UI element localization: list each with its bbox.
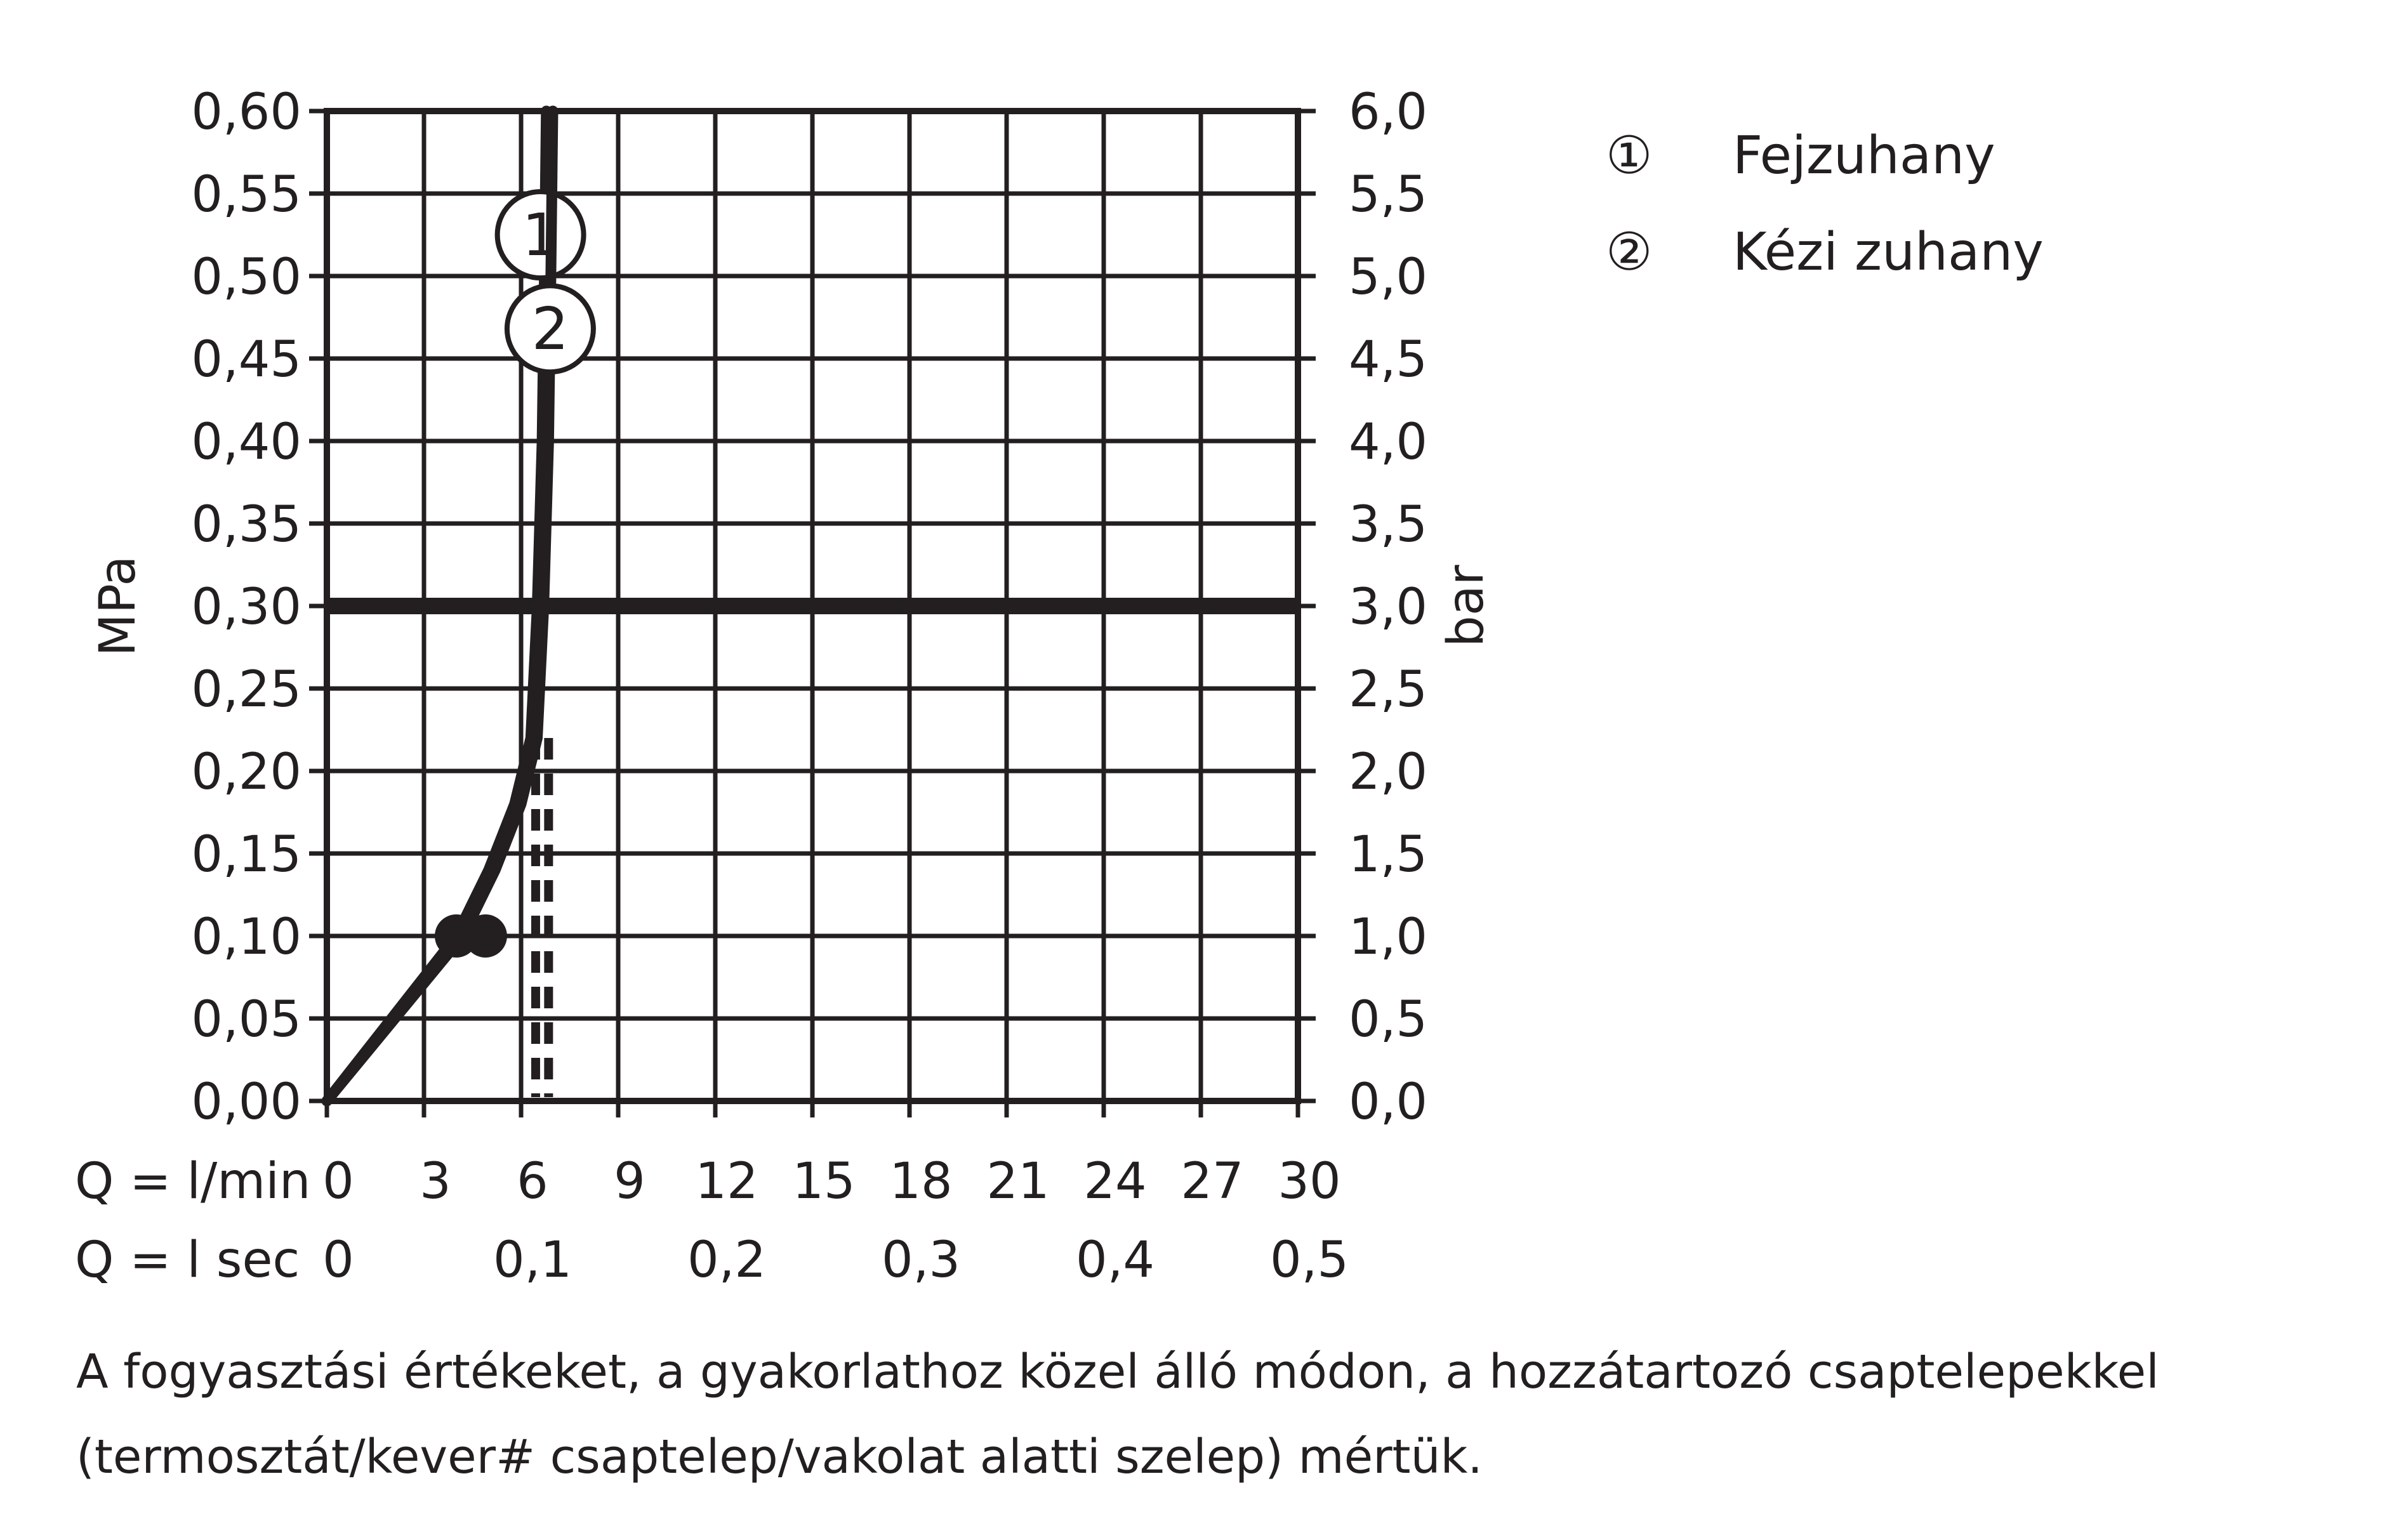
y-tick-label-left-4: 0,20 xyxy=(191,744,301,801)
y-axis-label-right: bar xyxy=(1438,565,1495,647)
y-tick-label-right-10: 5,0 xyxy=(1349,249,1428,306)
legend xyxy=(1606,108,2044,301)
y-tick-label-right-6: 3,0 xyxy=(1349,579,1428,636)
x-tick-label-7: 21 xyxy=(986,1153,1050,1210)
x-tick-label-5: 15 xyxy=(792,1153,856,1210)
x-tick-label-9: 27 xyxy=(1181,1153,1244,1210)
note-line-1: A fogyasztási értékeket, a gyakorlathoz közel álló módon, a hozzátartozó csaptelepekkel xyxy=(76,1345,2159,1399)
y-tick-label-right-9: 4,5 xyxy=(1349,331,1428,388)
x-tick-label-8: 24 xyxy=(1083,1153,1147,1210)
x2-tick-label-0: 0 xyxy=(322,1232,354,1289)
y-tick-label-left-6: 0,30 xyxy=(191,579,301,636)
x-tick-label-0: 0 xyxy=(322,1153,354,1210)
x2-tick-label-3: 0,3 xyxy=(881,1232,961,1289)
y-tick-label-left-9: 0,45 xyxy=(191,331,301,388)
x-tick-label-2: 6 xyxy=(517,1153,548,1210)
series-label-2: 2 xyxy=(531,295,569,364)
y-axis-label-left: MPa xyxy=(89,555,147,657)
legend-item-hand-shower xyxy=(1606,204,2044,301)
series-marker-point-2 xyxy=(464,914,507,958)
x-tick-label-10: 30 xyxy=(1278,1153,1341,1210)
x-units-label-secondary: Q = l sec xyxy=(75,1232,300,1289)
y-tick-label-left-12: 0,60 xyxy=(191,84,301,141)
legend-label-2: Kézi zuhany xyxy=(1733,222,2044,282)
y-tick-label-left-3: 0,15 xyxy=(191,826,301,883)
x2-tick-label-4: 0,4 xyxy=(1075,1232,1155,1289)
y-tick-label-right-7: 3,5 xyxy=(1349,496,1428,553)
y-tick-label-right-1: 0,5 xyxy=(1349,991,1428,1048)
series-label-1: 1 xyxy=(522,201,559,269)
y-tick-label-left-11: 0,55 xyxy=(191,166,301,223)
y-tick-label-right-3: 1,5 xyxy=(1349,826,1428,883)
y-tick-label-left-7: 0,35 xyxy=(191,496,301,553)
measurement-note xyxy=(76,1329,2336,1499)
y-tick-label-left-8: 0,40 xyxy=(191,414,301,471)
x-tick-label-4: 12 xyxy=(695,1153,758,1210)
x2-tick-label-5: 0,5 xyxy=(1269,1232,1349,1289)
y-tick-label-right-11: 5,5 xyxy=(1349,166,1428,223)
y-tick-label-left-0: 0,00 xyxy=(191,1074,301,1131)
y-tick-label-right-8: 4,0 xyxy=(1349,414,1428,471)
y-tick-label-right-4: 2,0 xyxy=(1349,744,1428,801)
x-tick-label-6: 18 xyxy=(889,1153,953,1210)
legend-marker-1: ① xyxy=(1606,126,1653,186)
note-line-2: (termosztát/kever# csaptelep/vakolat alatti szelep) mértük. xyxy=(76,1430,1483,1484)
x-tick-label-1: 3 xyxy=(420,1153,451,1210)
legend-item-head-shower xyxy=(1606,108,2044,204)
y-tick-label-left-5: 0,25 xyxy=(191,661,301,718)
y-tick-label-right-0: 0,0 xyxy=(1349,1074,1428,1131)
x2-tick-label-2: 0,2 xyxy=(687,1232,767,1289)
y-tick-label-right-12: 6,0 xyxy=(1349,84,1428,141)
y-tick-label-left-1: 0,05 xyxy=(191,991,301,1048)
y-tick-label-right-2: 1,0 xyxy=(1349,909,1428,966)
x2-tick-label-1: 0,1 xyxy=(493,1232,572,1289)
y-tick-label-right-5: 2,5 xyxy=(1349,661,1428,718)
y-tick-label-left-2: 0,10 xyxy=(191,909,301,966)
x-units-label-primary: Q = l/min xyxy=(75,1153,311,1210)
x-tick-label-3: 9 xyxy=(614,1153,645,1210)
legend-marker-2: ② xyxy=(1606,222,1653,282)
legend-label-1: Fejzuhany xyxy=(1733,126,1995,186)
y-tick-label-left-10: 0,50 xyxy=(191,249,301,306)
